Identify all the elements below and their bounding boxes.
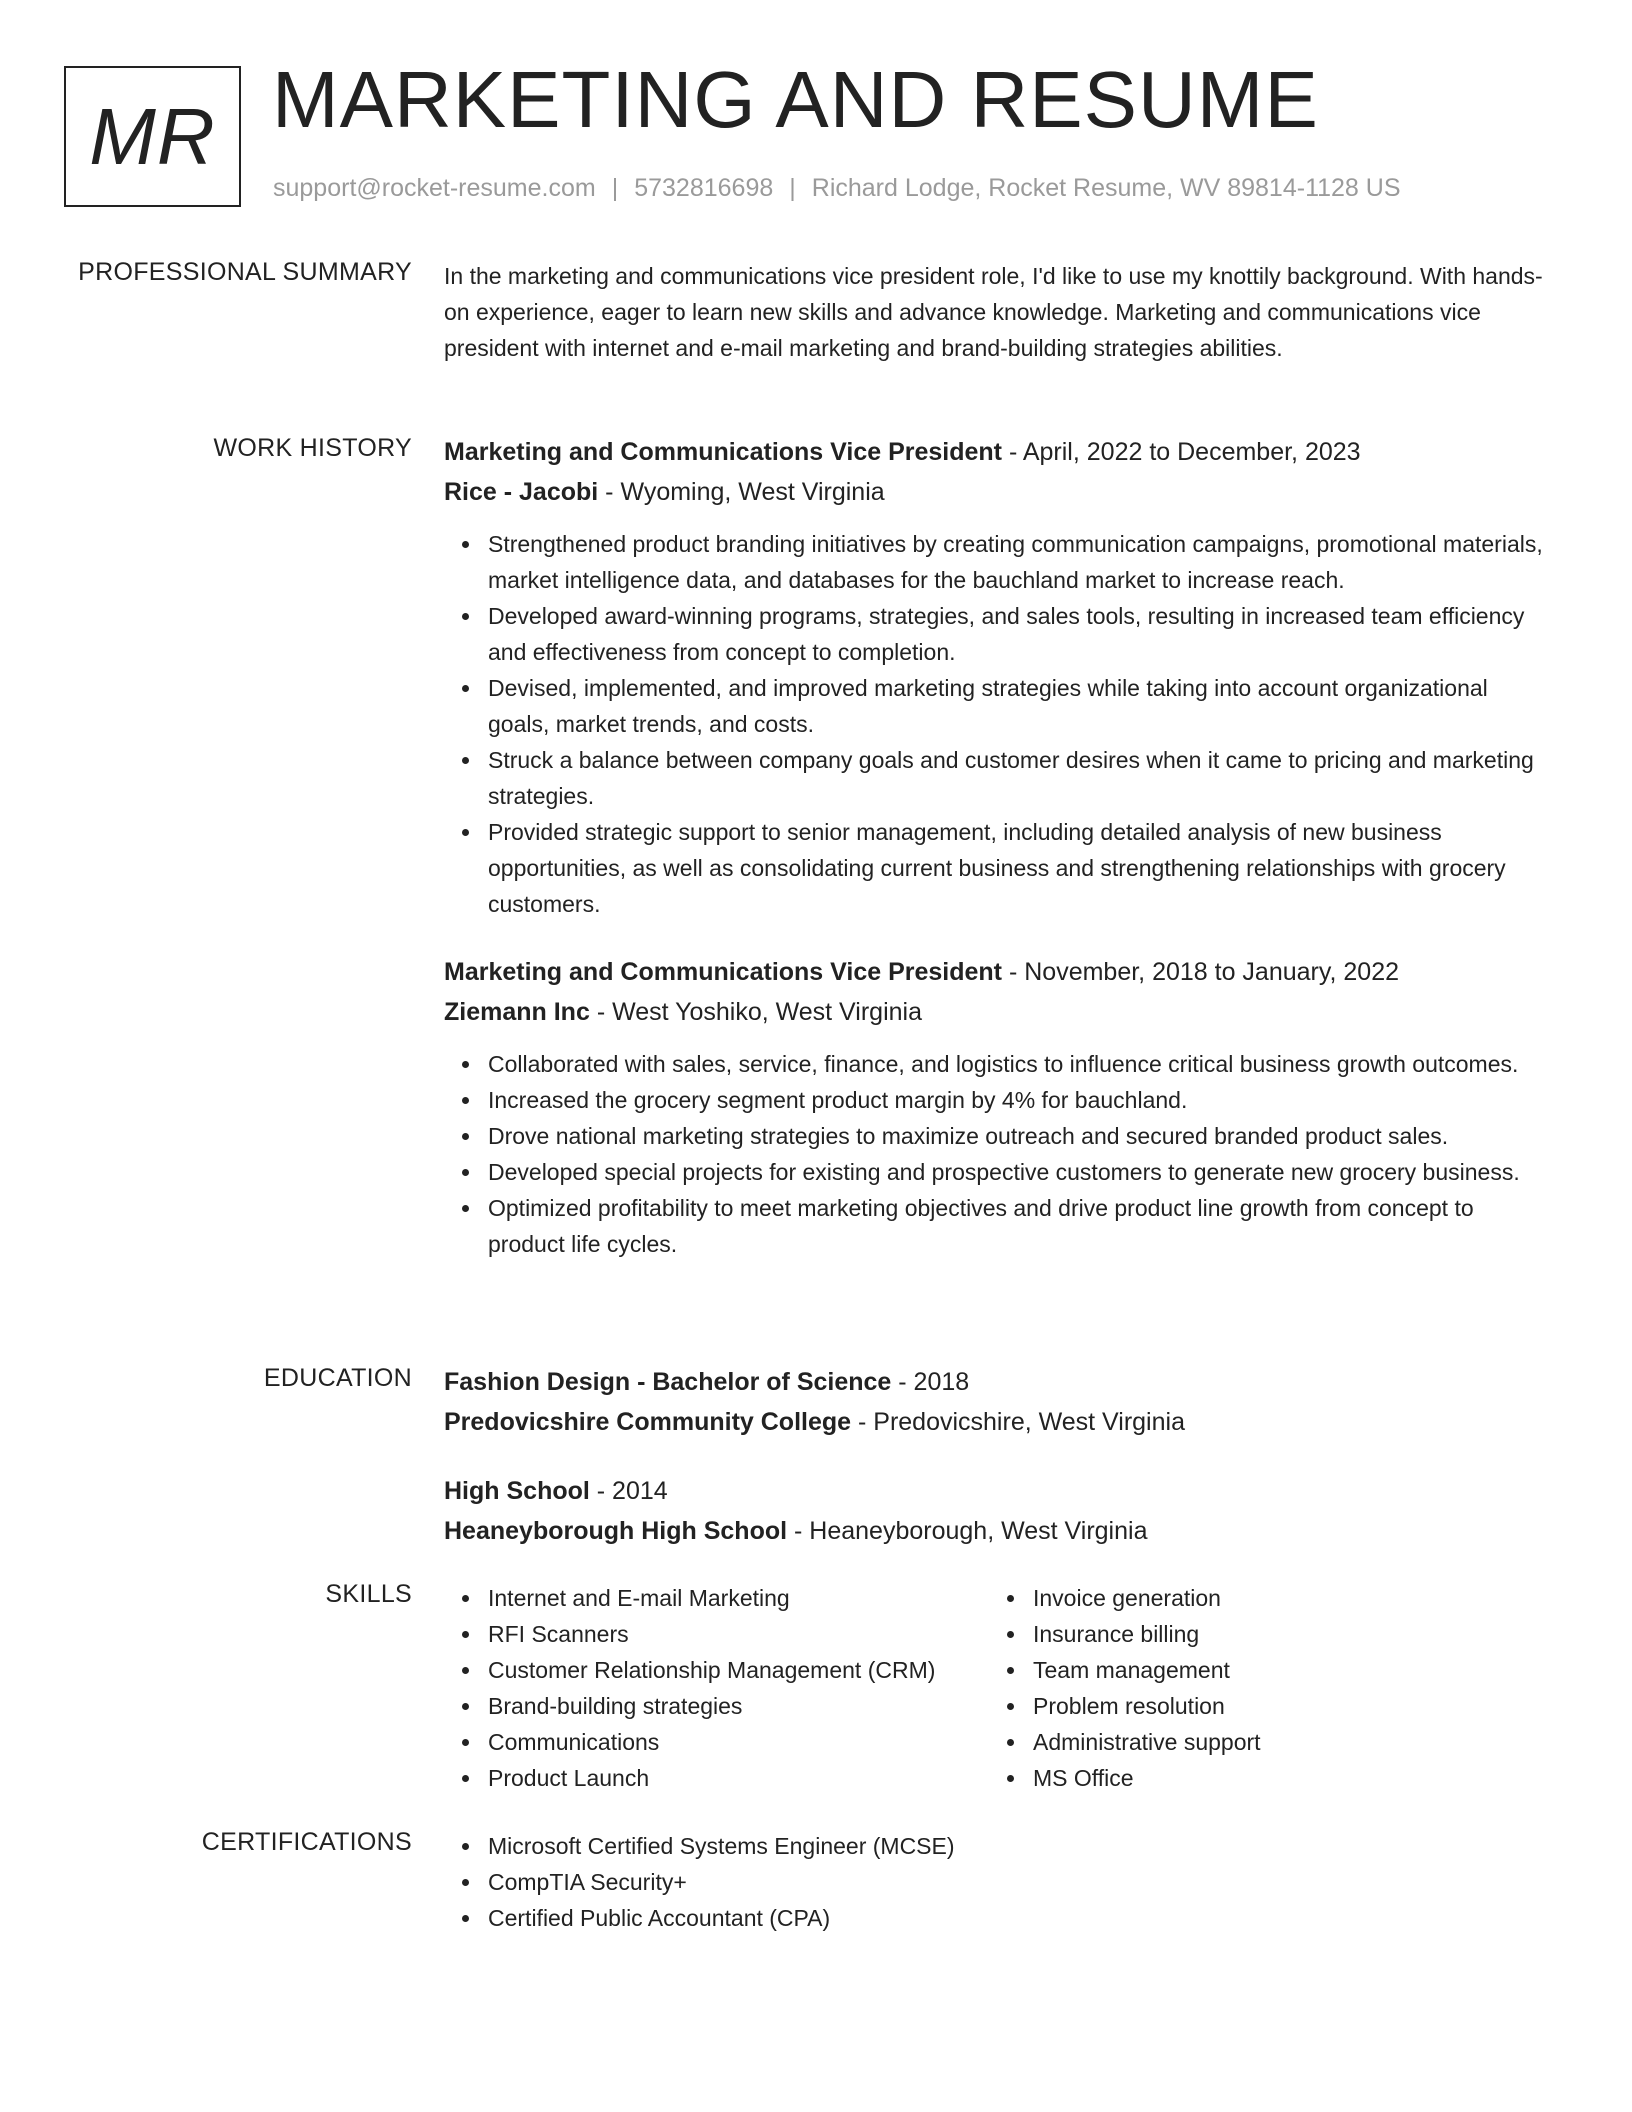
job-entry (444, 952, 1544, 1262)
skills-list-right (989, 1580, 1534, 1796)
list-item: Internet and E-mail Marketing (488, 1580, 989, 1616)
education-body (444, 1362, 1544, 1551)
degree-year: - 2018 (891, 1368, 970, 1396)
list-item: Customer Relationship Management (CRM) (488, 1652, 989, 1688)
list-item: Microsoft Certified Systems Engineer (MCSE) (488, 1828, 1544, 1864)
list-item: Optimized profitability to meet marketing objectives and drive product line growth from concept to product life cycles. (488, 1190, 1544, 1262)
job-company-line (444, 472, 1544, 512)
job-bullets (444, 526, 1544, 922)
list-item: Provided strategic support to senior management, including detailed analysis of new business opportunities, as well as consolidating current business and strengthening relationships with grocery customers. (488, 814, 1544, 922)
job-bullets (444, 1046, 1544, 1262)
school-line (444, 1511, 1544, 1551)
work-body (444, 432, 1544, 1262)
skills-columns (444, 1580, 1544, 1796)
list-item: Devised, implemented, and improved marketing strategies while taking into account organizational goals, market trends, and costs. (488, 670, 1544, 742)
job-dates: - November, 2018 to January, 2022 (1002, 958, 1400, 986)
contact-separator: | (789, 174, 796, 202)
school-location: - Predovicshire, West Virginia (851, 1408, 1185, 1436)
candidate-name: MARKETING AND RESUME (272, 55, 1319, 144)
degree-line (444, 1362, 1544, 1402)
education-entry (444, 1362, 1544, 1442)
list-item: Invoice generation (1033, 1580, 1534, 1616)
list-item: Increased the grocery segment product margin by 4% for bauchland. (488, 1082, 1544, 1118)
list-item: Certified Public Accountant (CPA) (488, 1900, 1544, 1936)
list-item: Drove national marketing strategies to maximize outreach and secured branded product sales. (488, 1118, 1544, 1154)
contact-address: Richard Lodge, Rocket Resume, WV 89814-1128 US (811, 174, 1401, 202)
list-item: Insurance billing (1033, 1616, 1534, 1652)
job-title: Marketing and Communications Vice President (444, 438, 1003, 466)
education-entry (444, 1471, 1544, 1551)
monogram-initials: MR (89, 91, 216, 181)
contact-email: support@rocket-resume.com (273, 174, 596, 202)
list-item: Collaborated with sales, service, finance, and logistics to influence critical business growth outcomes. (488, 1046, 1544, 1082)
job-location: - Wyoming, West Virginia (598, 478, 885, 506)
job-title: Marketing and Communications Vice President (444, 958, 1003, 986)
job-dates: - April, 2022 to December, 2023 (1002, 438, 1361, 466)
section-label-skills: SKILLS (325, 1580, 412, 1608)
list-item: Problem resolution (1033, 1688, 1534, 1724)
list-item: RFI Scanners (488, 1616, 989, 1652)
certifications-body (444, 1828, 1544, 1936)
skills-column-right (989, 1580, 1534, 1796)
job-location: - West Yoshiko, West Virginia (589, 998, 922, 1026)
summary-text: In the marketing and communications vice president role, I'd like to use my knottily background. With hands-on experience, eager to learn new skills and advance knowledge. Marketing and communications vice president with internet and e-mail marketing and brand-building strategies abilities. (444, 263, 1543, 361)
list-item: Struck a balance between company goals and customer desires when it came to pricing and marketing strategies. (488, 742, 1544, 814)
list-item: MS Office (1033, 1760, 1534, 1796)
job-entry (444, 432, 1544, 922)
contact-line (273, 174, 1401, 203)
list-item: Brand-building strategies (488, 1688, 989, 1724)
job-company: Rice - Jacobi (444, 478, 599, 506)
skills-column-left (444, 1580, 989, 1796)
summary-body (444, 258, 1544, 366)
contact-separator: | (611, 174, 619, 202)
section-label-work: WORK HISTORY (213, 434, 412, 462)
degree-year: - 2014 (589, 1477, 668, 1505)
skills-body (444, 1580, 1544, 1796)
job-company-line (444, 992, 1544, 1032)
monogram-box (64, 66, 241, 207)
list-item: Strengthened product branding initiatives by creating communication campaigns, promotional materials, market intelligence data, and databases for the bauchland market to increase reach. (488, 526, 1544, 598)
list-item: Administrative support (1033, 1724, 1534, 1760)
school-name: Heaneyborough High School (444, 1517, 788, 1545)
contact-phone: 5732816698 (634, 174, 774, 202)
job-title-line (444, 432, 1544, 472)
list-item: CompTIA Security+ (488, 1864, 1544, 1900)
section-label-summary: PROFESSIONAL SUMMARY (78, 258, 412, 286)
list-item: Developed special projects for existing and prospective customers to generate new grocery business. (488, 1154, 1544, 1190)
list-item: Developed award-winning programs, strategies, and sales tools, resulting in increased team efficiency and effectiveness from concept to completion. (488, 598, 1544, 670)
job-title-line (444, 952, 1544, 992)
degree-title: High School (444, 1477, 590, 1505)
section-label-certifications: CERTIFICATIONS (201, 1828, 412, 1856)
list-item: Team management (1033, 1652, 1534, 1688)
job-company: Ziemann Inc (444, 998, 590, 1026)
degree-line (444, 1471, 1544, 1511)
section-label-education: EDUCATION (263, 1364, 412, 1392)
school-name: Predovicshire Community College (444, 1408, 852, 1436)
skills-list-left (444, 1580, 989, 1796)
certifications-list (444, 1828, 1544, 1936)
degree-title: Fashion Design - Bachelor of Science (444, 1368, 892, 1396)
list-item: Product Launch (488, 1760, 989, 1796)
school-location: - Heaneyborough, West Virginia (787, 1517, 1148, 1545)
school-line (444, 1402, 1544, 1442)
list-item: Communications (488, 1724, 989, 1760)
